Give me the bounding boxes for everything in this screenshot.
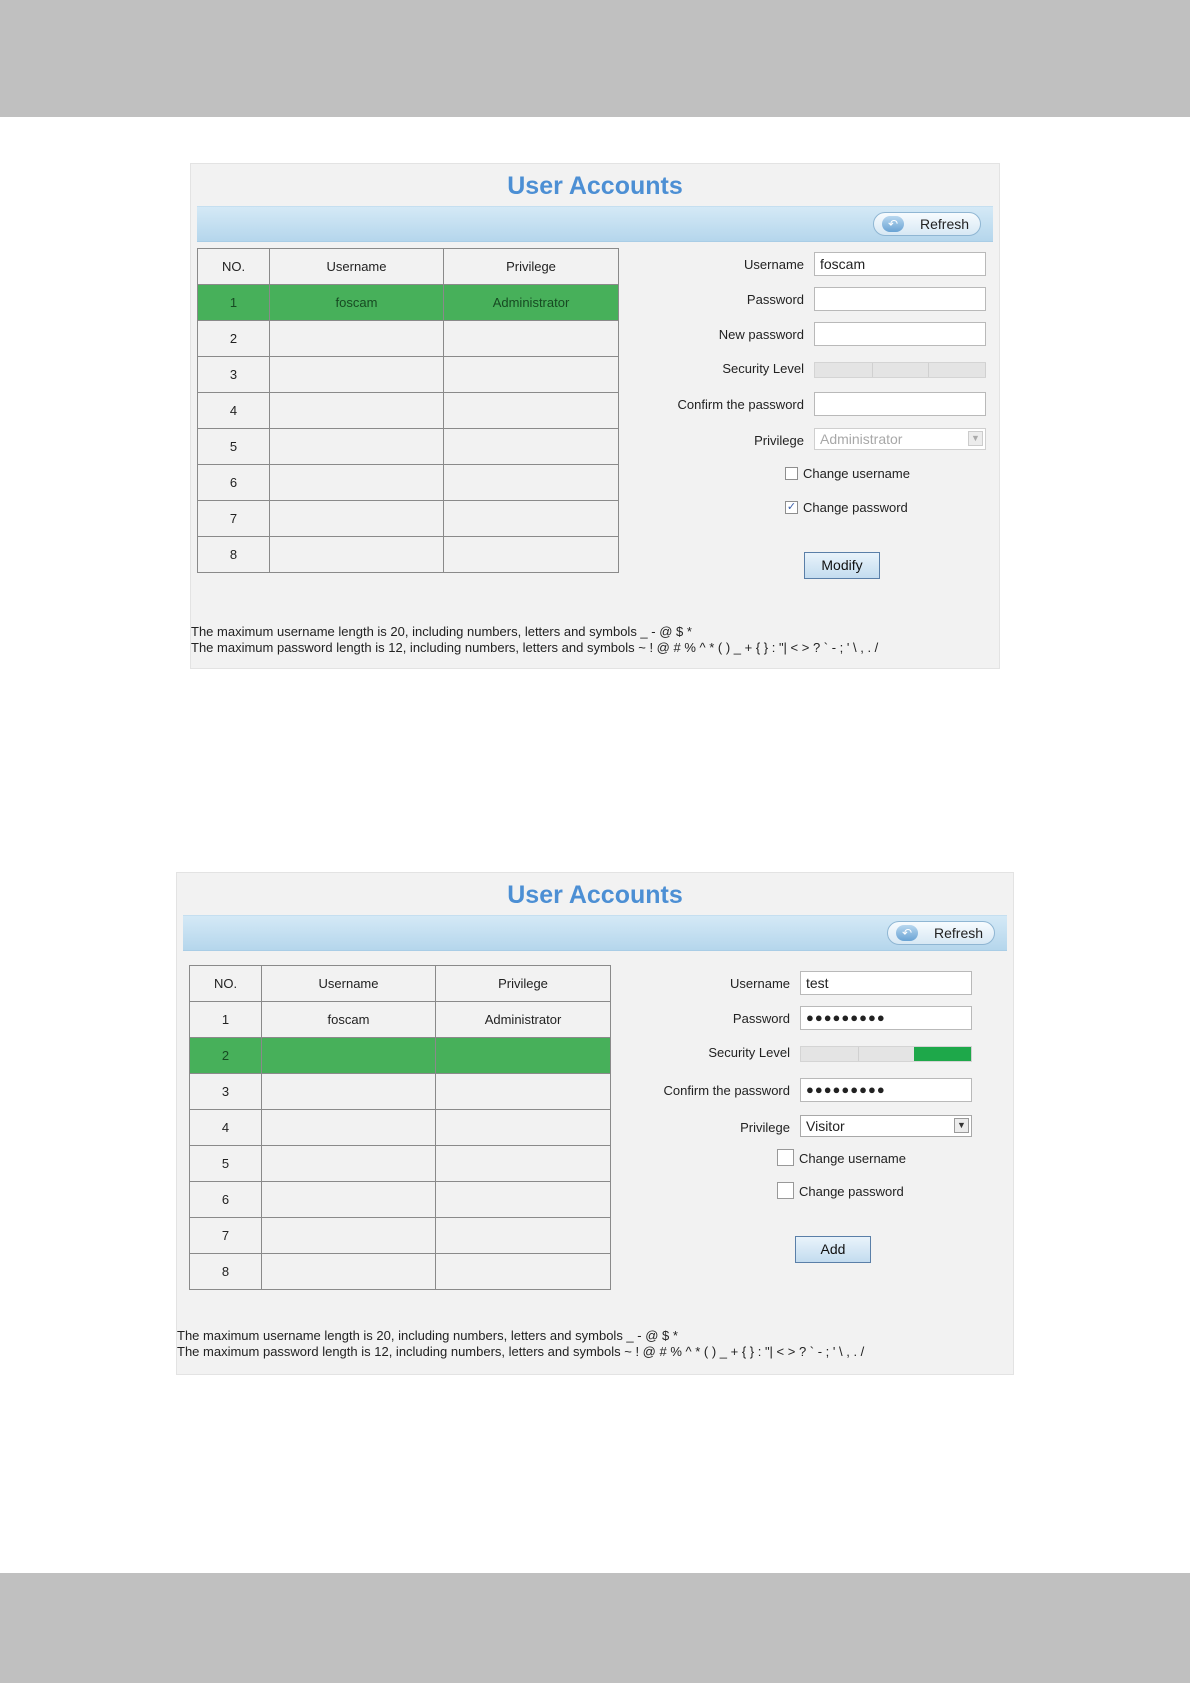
confirm-password-row xyxy=(641,392,991,418)
table-row[interactable] xyxy=(198,465,619,501)
refresh-button[interactable] xyxy=(873,212,981,236)
header-username: Username xyxy=(270,249,444,285)
cell-username xyxy=(262,1182,436,1218)
table-header-row xyxy=(198,249,619,285)
table-row[interactable] xyxy=(198,321,619,357)
chevron-down-icon: ▼ xyxy=(954,1118,969,1133)
cell-username xyxy=(270,429,444,465)
refresh-button[interactable] xyxy=(887,921,995,945)
new-password-row xyxy=(641,322,991,348)
chevron-down-icon: ▼ xyxy=(968,431,983,446)
cell-privilege xyxy=(444,465,619,501)
cell-no: 5 xyxy=(190,1146,262,1182)
length-notes xyxy=(191,624,878,656)
security-level-meter xyxy=(800,1046,972,1062)
confirm-password-row xyxy=(627,1078,977,1104)
cell-username xyxy=(270,537,444,573)
security-level-row xyxy=(641,356,991,382)
toolbar xyxy=(183,915,1007,951)
username-length-note: The maximum username length is 20, including numbers, letters and symbols _ - @ $ * xyxy=(191,624,692,639)
cell-username xyxy=(262,1218,436,1254)
cell-no: 3 xyxy=(198,357,270,393)
cell-privilege xyxy=(444,321,619,357)
header-privilege: Privilege xyxy=(444,249,619,285)
privilege-label: Privilege xyxy=(740,1120,790,1135)
table-row[interactable] xyxy=(190,1182,611,1218)
password-label: Password xyxy=(746,292,804,307)
user-table xyxy=(189,965,611,1290)
change-password-label: Change password xyxy=(803,500,908,515)
cell-privilege xyxy=(436,1074,611,1110)
cell-no: 3 xyxy=(190,1074,262,1110)
security-level-label: Security Level xyxy=(722,361,804,376)
change-username-box[interactable] xyxy=(785,467,798,480)
password-row xyxy=(627,1006,977,1032)
cell-privilege: Administrator xyxy=(444,285,619,321)
cell-username xyxy=(270,357,444,393)
password-input[interactable]: ●●●●●●●●● xyxy=(800,1006,972,1030)
password-label: Password xyxy=(732,1011,790,1026)
change-username-label: Change username xyxy=(799,1151,906,1166)
security-meter-segment xyxy=(858,1047,916,1061)
header-privilege: Privilege xyxy=(436,966,611,1002)
security-level-label: Security Level xyxy=(708,1045,790,1060)
cell-username: foscam xyxy=(262,1002,436,1038)
cell-no: 8 xyxy=(198,537,270,573)
cell-no: 6 xyxy=(198,465,270,501)
cell-no: 1 xyxy=(198,285,270,321)
cell-privilege xyxy=(436,1182,611,1218)
cell-username xyxy=(270,393,444,429)
change-password-label: Change password xyxy=(799,1184,904,1199)
change-username-box[interactable] xyxy=(777,1149,794,1166)
username-label: Username xyxy=(730,976,790,991)
privilege-select[interactable] xyxy=(814,428,986,450)
table-row[interactable] xyxy=(190,1110,611,1146)
modify-button[interactable]: Modify xyxy=(804,552,880,579)
table-row[interactable] xyxy=(190,1254,611,1290)
cell-no: 6 xyxy=(190,1182,262,1218)
new-password-input[interactable] xyxy=(814,322,986,346)
security-meter-segment xyxy=(928,363,986,377)
cell-no: 4 xyxy=(198,393,270,429)
cell-username xyxy=(262,1038,436,1074)
username-row xyxy=(641,252,991,278)
cell-no: 8 xyxy=(190,1254,262,1290)
table-row[interactable] xyxy=(198,285,619,321)
username-label: Username xyxy=(744,257,804,272)
page-footer-band xyxy=(0,1573,1190,1683)
confirm-password-input[interactable]: ●●●●●●●●● xyxy=(800,1078,972,1102)
cell-privilege: Administrator xyxy=(436,1002,611,1038)
security-meter-segment xyxy=(815,363,873,377)
header-username: Username xyxy=(262,966,436,1002)
security-meter-segment xyxy=(801,1047,859,1061)
user-table xyxy=(197,248,619,573)
confirm-password-input[interactable] xyxy=(814,392,986,416)
cell-privilege xyxy=(444,537,619,573)
refresh-label: Refresh xyxy=(920,216,970,232)
user-accounts-panel-1 xyxy=(190,163,1000,669)
cell-privilege xyxy=(444,393,619,429)
cell-privilege xyxy=(436,1254,611,1290)
cell-no: 2 xyxy=(190,1038,262,1074)
table-row[interactable] xyxy=(190,1074,611,1110)
table-header-row xyxy=(190,966,611,1002)
cell-privilege xyxy=(436,1110,611,1146)
toolbar xyxy=(197,206,993,242)
security-level-meter xyxy=(814,362,986,378)
username-input[interactable]: foscam xyxy=(814,252,986,276)
cell-privilege xyxy=(444,429,619,465)
cell-no: 7 xyxy=(190,1218,262,1254)
password-row xyxy=(641,287,991,313)
add-button[interactable]: Add xyxy=(795,1236,871,1263)
confirm-password-label: Confirm the password xyxy=(663,1083,790,1098)
table-row[interactable] xyxy=(198,357,619,393)
table-row[interactable] xyxy=(198,537,619,573)
change-password-box[interactable] xyxy=(777,1182,794,1199)
length-notes xyxy=(177,1328,864,1360)
password-input[interactable] xyxy=(814,287,986,311)
security-level-row xyxy=(627,1040,977,1066)
password-length-note: The maximum password length is 12, including numbers, letters and symbols ~ ! @ # % ^ * ( ) _ + { } : "| < > ? ` - ; ' \ , . / xyxy=(177,1344,865,1359)
cell-username xyxy=(270,501,444,537)
cell-no: 2 xyxy=(198,321,270,357)
confirm-password-label: Confirm the password xyxy=(677,397,804,412)
change-username-label: Change username xyxy=(803,466,910,481)
cell-username xyxy=(270,465,444,501)
cell-privilege xyxy=(436,1146,611,1182)
cell-no: 7 xyxy=(198,501,270,537)
password-length-note: The maximum password length is 12, including numbers, letters and symbols ~ ! @ # % ^ * ( ) _ + { } : "| < > ? ` - ; ' \ , . / xyxy=(191,640,879,655)
cell-username xyxy=(262,1074,436,1110)
username-row xyxy=(627,971,977,997)
cell-privilege xyxy=(444,501,619,537)
table-row[interactable] xyxy=(190,1002,611,1038)
user-accounts-panel-2 xyxy=(176,872,1014,1375)
cell-username xyxy=(262,1254,436,1290)
table-row[interactable] xyxy=(198,429,619,465)
change-password-box[interactable] xyxy=(785,501,798,514)
security-meter-segment xyxy=(914,1047,972,1061)
privilege-row xyxy=(641,428,991,454)
privilege-label: Privilege xyxy=(754,433,804,448)
cell-username xyxy=(262,1110,436,1146)
cell-privilege xyxy=(436,1218,611,1254)
header-no: NO. xyxy=(190,966,262,1002)
privilege-select-value: Administrator xyxy=(820,431,903,447)
page-header-band xyxy=(0,0,1190,117)
header-no: NO. xyxy=(198,249,270,285)
cell-no: 1 xyxy=(190,1002,262,1038)
table-row[interactable] xyxy=(190,1038,611,1074)
table-row[interactable] xyxy=(190,1146,611,1182)
page-title: User Accounts xyxy=(507,172,683,200)
checkmark-icon: ✓ xyxy=(786,501,797,513)
refresh-label: Refresh xyxy=(934,925,984,941)
privilege-row xyxy=(627,1115,977,1141)
cell-no: 4 xyxy=(190,1110,262,1146)
refresh-arrow-icon: ↶ xyxy=(882,216,904,232)
username-input[interactable]: test xyxy=(800,971,972,995)
page-title: User Accounts xyxy=(507,881,683,909)
security-meter-segment xyxy=(872,363,930,377)
privilege-select-value: Visitor xyxy=(806,1118,845,1134)
username-length-note: The maximum username length is 20, including numbers, letters and symbols _ - @ $ * xyxy=(177,1328,678,1343)
cell-privilege xyxy=(436,1038,611,1074)
privilege-select[interactable] xyxy=(800,1115,972,1137)
cell-username: foscam xyxy=(270,285,444,321)
cell-username xyxy=(262,1146,436,1182)
cell-username xyxy=(270,321,444,357)
table-row[interactable] xyxy=(190,1218,611,1254)
cell-privilege xyxy=(444,357,619,393)
new-password-label: New password xyxy=(718,327,804,342)
table-row[interactable] xyxy=(198,501,619,537)
cell-no: 5 xyxy=(198,429,270,465)
table-row[interactable] xyxy=(198,393,619,429)
refresh-arrow-icon: ↶ xyxy=(896,925,918,941)
